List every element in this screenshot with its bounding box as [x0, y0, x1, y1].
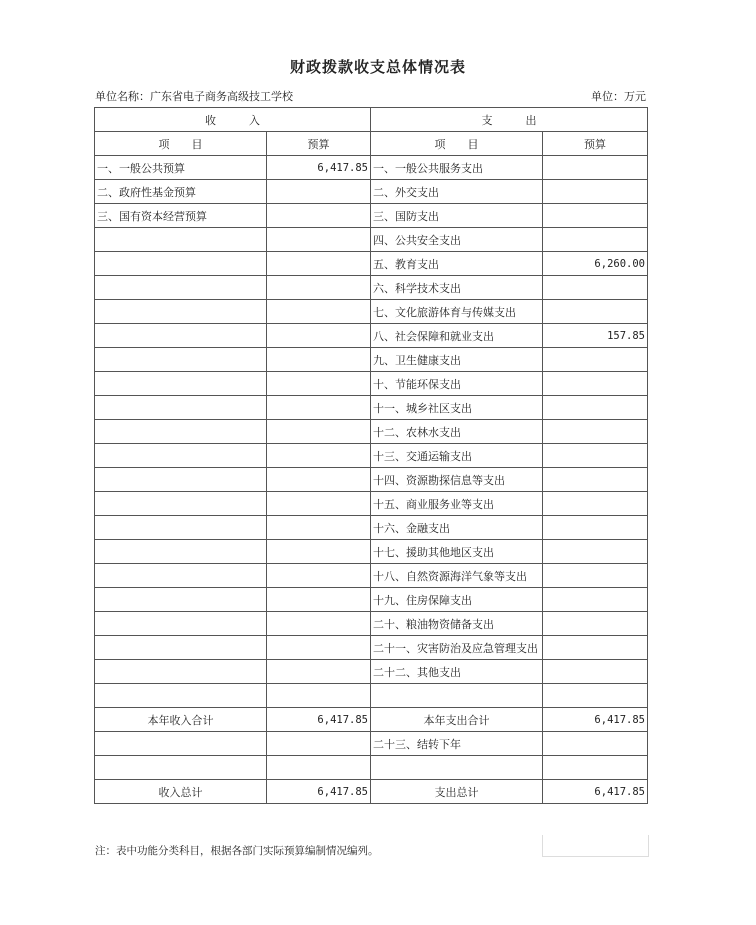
table-row: [95, 660, 648, 684]
expense-budget-cell: [543, 588, 648, 612]
income-header: 收 入: [95, 108, 371, 132]
income-budget-header: 预算: [267, 132, 371, 156]
empty-cell: [95, 732, 267, 756]
note-side-cell: [542, 835, 649, 857]
expense-budget-cell: [543, 156, 648, 180]
empty-cell: [543, 756, 648, 780]
income-item-cell: [95, 588, 267, 612]
expense-item-cell: 九、卫生健康支出: [371, 348, 543, 372]
income-budget-cell: [267, 636, 371, 660]
income-budget-cell: [267, 684, 371, 708]
budget-table: [94, 107, 648, 804]
expense-item-cell: 十二、农林水支出: [371, 420, 543, 444]
income-budget-cell: [267, 204, 371, 228]
expense-item-cell: [371, 684, 543, 708]
income-item-cell: [95, 420, 267, 444]
income-item-cell: [95, 348, 267, 372]
expense-header: 支 出: [371, 108, 648, 132]
income-budget-cell: [267, 492, 371, 516]
expense-item-cell: 四、公共安全支出: [371, 228, 543, 252]
income-budget-cell: [267, 300, 371, 324]
expense-budget-cell: [543, 660, 648, 684]
table-row: [95, 684, 648, 708]
table-row: [95, 204, 648, 228]
year-expense-total-value: 6,417.85: [543, 708, 648, 732]
income-item-cell: [95, 468, 267, 492]
expense-budget-cell: [543, 444, 648, 468]
expense-item-cell: 十四、资源勘探信息等支出: [371, 468, 543, 492]
carryover-item-cell: 二十三、结转下年: [371, 732, 543, 756]
income-budget-cell: [267, 396, 371, 420]
expense-item-cell: 六、科学技术支出: [371, 276, 543, 300]
expense-budget-cell: [543, 612, 648, 636]
expense-item-cell: 十六、金融支出: [371, 516, 543, 540]
income-item-cell: [95, 492, 267, 516]
empty-cell: [95, 756, 267, 780]
table-row: [95, 516, 648, 540]
income-budget-cell: [267, 516, 371, 540]
income-budget-cell: [267, 564, 371, 588]
expense-budget-header: 预算: [543, 132, 648, 156]
income-item-cell: [95, 564, 267, 588]
income-budget-cell: [267, 444, 371, 468]
expense-budget-cell: [543, 636, 648, 660]
year-income-total-value: 6,417.85: [267, 708, 371, 732]
page-title: 财政拨款收支总体情况表: [289, 58, 466, 76]
income-item-cell: [95, 228, 267, 252]
expense-budget-cell: [543, 684, 648, 708]
income-item-cell: [95, 276, 267, 300]
expense-budget-cell: [543, 180, 648, 204]
table-row: [95, 420, 648, 444]
expense-item-cell: 二十二、其他支出: [371, 660, 543, 684]
blank-row: [95, 756, 648, 780]
table-row: [95, 468, 648, 492]
year-expense-total-label: 本年支出合计: [371, 708, 543, 732]
income-item-cell: [95, 684, 267, 708]
table-row: [95, 300, 648, 324]
expense-budget-cell: [543, 492, 648, 516]
expense-budget-cell: [543, 228, 648, 252]
table-row: [95, 276, 648, 300]
income-budget-cell: 6,417.85: [267, 156, 371, 180]
expense-item-cell: 十一、城乡社区支出: [371, 396, 543, 420]
expense-budget-cell: [543, 396, 648, 420]
empty-cell: [267, 756, 371, 780]
income-item-cell: [95, 612, 267, 636]
expense-budget-cell: [543, 564, 648, 588]
income-item-cell: 二、政府性基金预算: [95, 180, 267, 204]
table-row: [95, 372, 648, 396]
income-item-cell: [95, 444, 267, 468]
grand-income-total-value: 6,417.85: [267, 780, 371, 804]
table-row: [95, 540, 648, 564]
carryover-value-cell: [543, 732, 648, 756]
expense-item-cell: 十七、援助其他地区支出: [371, 540, 543, 564]
table-row: [95, 228, 648, 252]
expense-item-cell: 一、一般公共服务支出: [371, 156, 543, 180]
expense-budget-cell: 6,260.00: [543, 252, 648, 276]
income-budget-cell: [267, 228, 371, 252]
expense-budget-cell: [543, 348, 648, 372]
table-row: [95, 156, 648, 180]
table-row: [95, 348, 648, 372]
income-budget-cell: [267, 468, 371, 492]
income-budget-cell: [267, 180, 371, 204]
expense-budget-cell: [543, 204, 648, 228]
income-item-cell: [95, 516, 267, 540]
income-budget-cell: [267, 540, 371, 564]
table-row: [95, 252, 648, 276]
income-item-cell: [95, 372, 267, 396]
carryover-row: [95, 732, 648, 756]
table-row: [95, 444, 648, 468]
unit-name-label: 单位名称：广东省电子商务高级技工学校: [95, 90, 293, 103]
income-item-cell: [95, 396, 267, 420]
table-row: [95, 612, 648, 636]
header-row-columns: [95, 132, 648, 156]
income-item-cell: [95, 636, 267, 660]
expense-budget-cell: [543, 372, 648, 396]
table-row: [95, 180, 648, 204]
unit-label: 单位：万元: [591, 90, 646, 103]
table-row: [95, 324, 648, 348]
expense-budget-cell: [543, 420, 648, 444]
expense-item-cell: 十九、住房保障支出: [371, 588, 543, 612]
empty-cell: [267, 732, 371, 756]
expense-item-header: 项 目: [371, 132, 543, 156]
empty-cell: [371, 756, 543, 780]
header-row-group: [95, 108, 648, 132]
year-income-total-label: 本年收入合计: [95, 708, 267, 732]
income-budget-cell: [267, 420, 371, 444]
expense-budget-cell: [543, 468, 648, 492]
expense-budget-cell: 157.85: [543, 324, 648, 348]
table-row: [95, 588, 648, 612]
expense-budget-cell: [543, 540, 648, 564]
table-row: [95, 492, 648, 516]
income-item-cell: [95, 324, 267, 348]
expense-item-cell: 二十一、灾害防治及应急管理支出: [371, 636, 543, 660]
income-item-cell: [95, 252, 267, 276]
expense-budget-cell: [543, 516, 648, 540]
income-item-cell: [95, 540, 267, 564]
year-total-row: [95, 708, 648, 732]
income-budget-cell: [267, 276, 371, 300]
grand-total-row: [95, 780, 648, 804]
income-budget-cell: [267, 660, 371, 684]
table-row: [95, 396, 648, 420]
income-item-header: 项 目: [95, 132, 267, 156]
expense-budget-cell: [543, 300, 648, 324]
expense-item-cell: 十八、自然资源海洋气象等支出: [371, 564, 543, 588]
income-budget-cell: [267, 348, 371, 372]
grand-expense-total-label: 支出总计: [371, 780, 543, 804]
income-item-cell: 一、一般公共预算: [95, 156, 267, 180]
grand-income-total-label: 收入总计: [95, 780, 267, 804]
expense-item-cell: 五、教育支出: [371, 252, 543, 276]
expense-budget-cell: [543, 276, 648, 300]
income-budget-cell: [267, 372, 371, 396]
expense-item-cell: 十、节能环保支出: [371, 372, 543, 396]
income-item-cell: 三、国有资本经营预算: [95, 204, 267, 228]
expense-item-cell: 二十、粮油物资储备支出: [371, 612, 543, 636]
expense-item-cell: 七、文化旅游体育与传媒支出: [371, 300, 543, 324]
expense-item-cell: 二、外交支出: [371, 180, 543, 204]
income-item-cell: [95, 300, 267, 324]
footnote: 注：表中功能分类科目，根据各部门实际预算编制情况编列。: [95, 845, 379, 857]
table-row: [95, 636, 648, 660]
income-budget-cell: [267, 588, 371, 612]
expense-item-cell: 十三、交通运输支出: [371, 444, 543, 468]
grand-expense-total-value: 6,417.85: [543, 780, 648, 804]
expense-item-cell: 八、社会保障和就业支出: [371, 324, 543, 348]
income-budget-cell: [267, 612, 371, 636]
expense-item-cell: 十五、商业服务业等支出: [371, 492, 543, 516]
income-budget-cell: [267, 324, 371, 348]
income-budget-cell: [267, 252, 371, 276]
income-item-cell: [95, 660, 267, 684]
table-row: [95, 564, 648, 588]
expense-item-cell: 三、国防支出: [371, 204, 543, 228]
